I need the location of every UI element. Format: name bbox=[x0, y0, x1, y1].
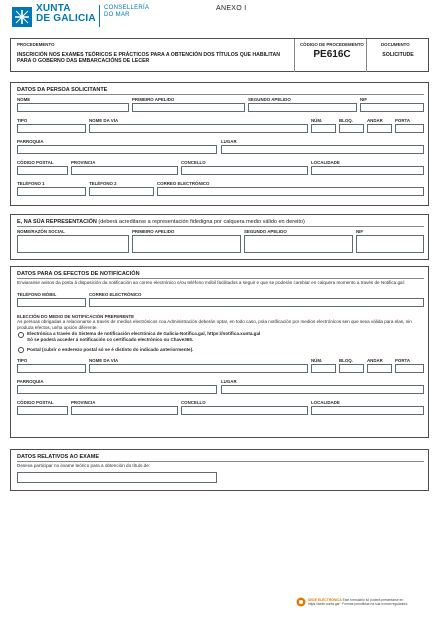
notification-postal-label: Postal (cubrir o enderezo postal só se é distinto do indicado anteriormente). bbox=[27, 347, 194, 352]
applicant-phone1-input[interactable] bbox=[17, 187, 86, 196]
notification-type-input[interactable] bbox=[17, 364, 86, 373]
notification-floor-label: ANDAR bbox=[367, 358, 383, 363]
notification-door-input[interactable] bbox=[395, 364, 424, 373]
procedure-label: PROCEDEMENTO bbox=[17, 42, 55, 47]
representative-surname1-input[interactable] bbox=[132, 235, 241, 253]
notification-parish-label: PARROQUIA bbox=[17, 379, 44, 384]
applicant-door-label: PORTA bbox=[395, 118, 411, 123]
applicant-province-label: PROVINCIA bbox=[71, 160, 96, 165]
representative-surname2-label: SEGUNDO APELIDO bbox=[244, 229, 287, 234]
notification-mobile-label: TELÉFONO MÓBIL bbox=[17, 292, 57, 297]
notification-parish-input[interactable] bbox=[17, 385, 217, 394]
applicant-type-input[interactable] bbox=[17, 124, 86, 133]
sede-electronica-icon bbox=[296, 597, 306, 607]
applicant-email-label: CORREO ELECTRÓNICO bbox=[157, 181, 210, 186]
footer-text: Este formulario só poderá presentarse en https://sede.xunta.gal · Formas permitidas na súa norma reguladora bbox=[308, 598, 408, 607]
applicant-place-input[interactable] bbox=[221, 145, 424, 154]
applicant-floor-input[interactable] bbox=[367, 124, 392, 133]
applicant-street-label: NOME DA VÍA bbox=[89, 118, 119, 123]
representative-title-rule bbox=[17, 226, 424, 227]
applicant-number-label: NÚM. bbox=[311, 118, 323, 123]
procedure-title: INSCRICIÓN NOS EXAMES TEÓRICOS E PRÁCTICOS PARA A OBTENCIÓN DOS TÍTULOS QUE HABILITAN PARA O GOBERNO DAS EMBARCACIÓNS DE LECER bbox=[17, 52, 280, 65]
applicant-number-input[interactable] bbox=[311, 124, 336, 133]
logo-divider bbox=[99, 5, 100, 27]
exam-section-title: DATOS RELATIVOS AO EXAME bbox=[17, 454, 99, 460]
notification-email-input[interactable] bbox=[89, 298, 424, 307]
notification-section bbox=[10, 266, 429, 438]
notification-electronic-radio[interactable] bbox=[18, 332, 24, 338]
procedure-box bbox=[10, 38, 429, 72]
applicant-door-input[interactable] bbox=[395, 124, 424, 133]
representative-surname2-input[interactable] bbox=[244, 235, 353, 253]
representative-name-input[interactable] bbox=[17, 235, 129, 253]
applicant-locality-input[interactable] bbox=[311, 166, 424, 175]
representative-surname1-label: PRIMEIRO APELIDO bbox=[132, 229, 175, 234]
procedure-divider-1 bbox=[294, 39, 295, 72]
exam-section bbox=[10, 449, 429, 491]
notification-number-label: NÚM. bbox=[311, 358, 323, 363]
notification-number-input[interactable] bbox=[311, 364, 336, 373]
applicant-surname2-label: SEGUNDO APELIDO bbox=[248, 97, 291, 102]
applicant-surname2-input[interactable] bbox=[248, 103, 357, 112]
applicant-province-input[interactable] bbox=[71, 166, 178, 175]
department-line-2: DO MAR bbox=[104, 12, 130, 18]
notification-block-label: BLOQ. bbox=[339, 358, 353, 363]
document-label: DOCUMENTO bbox=[381, 42, 410, 47]
representative-name-label: NOME/RAZÓN SOCIAL bbox=[17, 229, 65, 234]
representative-section bbox=[10, 214, 429, 260]
notification-place-input[interactable] bbox=[221, 385, 424, 394]
representative-title-text: E, NA SÚA REPRESENTACIÓN bbox=[17, 219, 97, 225]
department-name bbox=[104, 5, 149, 19]
applicant-phone1-label: TELÉFONO 1 bbox=[17, 181, 45, 186]
notification-locality-label: LOCALIDADE bbox=[311, 400, 340, 405]
page-header bbox=[0, 0, 439, 36]
notification-mobile-input[interactable] bbox=[17, 298, 86, 307]
notification-election-title: ELECCIÓN DO MEDIO DE NOTIFICACIÓN PREFERENTE bbox=[17, 314, 135, 319]
notification-province-label: PROVINCIA bbox=[71, 400, 96, 405]
notification-door-label: PORTA bbox=[395, 358, 411, 363]
applicant-street-input[interactable] bbox=[89, 124, 308, 133]
applicant-block-label: BLOQ. bbox=[339, 118, 353, 123]
applicant-name-label: NOME bbox=[17, 97, 31, 102]
applicant-phone2-label: TELÉFONO 2 bbox=[89, 181, 117, 186]
notification-place-label: LUGAR bbox=[221, 379, 237, 384]
applicant-postcode-label: CÓDIGO POSTAL bbox=[17, 160, 54, 165]
applicant-parish-input[interactable] bbox=[17, 145, 217, 154]
notification-email-label: CORREO ELECTRÓNICO bbox=[89, 292, 142, 297]
applicant-floor-label: ANDAR bbox=[367, 118, 383, 123]
applicant-phone2-input[interactable] bbox=[89, 187, 154, 196]
notification-type-label: TIPO bbox=[17, 358, 28, 363]
xunta-logo-icon bbox=[11, 6, 33, 28]
applicant-parish-label: PARROQUIA bbox=[17, 139, 44, 144]
representative-nif-label: NIF bbox=[356, 229, 364, 234]
notification-electronic-label: Electrónica a través do Sistema de notificación electrónica de Galicia-Notifica.gal, https://notifica.xunta.gal bbox=[27, 331, 261, 336]
applicant-council-input[interactable] bbox=[181, 166, 308, 175]
notification-title-rule bbox=[17, 278, 424, 279]
applicant-locality-label: LOCALIDADE bbox=[311, 160, 340, 165]
representative-nif-input[interactable] bbox=[356, 235, 424, 253]
footer-note bbox=[308, 598, 430, 606]
footer-brand: SEDE ELECTRÓNICA bbox=[308, 598, 342, 602]
notification-street-label: NOME DA VÍA bbox=[89, 358, 119, 363]
department-line-1: CONSELLERÍA bbox=[104, 5, 150, 11]
applicant-title-rule bbox=[17, 94, 424, 95]
representative-title-note: (deberá acreditarse a representación fidedigna por calquera medio válido en dereito) bbox=[96, 219, 305, 225]
applicant-postcode-input[interactable] bbox=[17, 166, 68, 175]
notification-block-input[interactable] bbox=[339, 364, 364, 373]
notification-intro: Enviaranse avisos da posta á disposición da notificación ao correo electrónico e/ou teléfono móbil facilitados a seguir e que se poderán cambiar en calquera momento a través de Notifica.gal: bbox=[17, 280, 405, 285]
applicant-place-label: LUGAR bbox=[221, 139, 237, 144]
applicant-nif-input[interactable] bbox=[360, 103, 424, 112]
brand-line-1: XUNTA bbox=[36, 3, 71, 14]
notification-section-title: DATOS PARA OS EFECTOS DE NOTIFICACIÓN bbox=[17, 271, 140, 277]
applicant-nif-label: NIF bbox=[360, 97, 368, 102]
applicant-section-title: DATOS DA PERSOA SOLICITANTE bbox=[17, 87, 108, 93]
exam-title-rule bbox=[17, 461, 424, 462]
notification-province-input[interactable] bbox=[71, 406, 178, 415]
applicant-type-label: TIPO bbox=[17, 118, 28, 123]
representative-section-title bbox=[17, 219, 305, 225]
notification-floor-input[interactable] bbox=[367, 364, 392, 373]
applicant-surname1-input[interactable] bbox=[132, 103, 245, 112]
procedure-divider-2 bbox=[366, 39, 367, 72]
notification-postal-radio[interactable] bbox=[18, 347, 24, 353]
procedure-code-label: CÓDIGO DE PROCEDEMENTO bbox=[300, 42, 364, 47]
brand-name bbox=[36, 4, 96, 24]
notification-locality-input[interactable] bbox=[311, 406, 424, 415]
document-value: SOLICITUDE bbox=[382, 52, 414, 58]
notification-council-label: CONCELLO bbox=[181, 400, 206, 405]
annex-label: ANEXO I bbox=[216, 5, 247, 12]
notification-council-input[interactable] bbox=[181, 406, 308, 415]
applicant-email-input[interactable] bbox=[157, 187, 424, 196]
applicant-name-input[interactable] bbox=[17, 103, 129, 112]
applicant-block-input[interactable] bbox=[339, 124, 364, 133]
notification-postcode-input[interactable] bbox=[17, 406, 68, 415]
notification-election-text: As persoas obrigadas a relacionarse a través de medios electrónicos coa Administración deberán optar, en todo caso, pola notificación por medios electrónicos sen que sexa válida para elas, nin produza efectos, unha opción diferente. bbox=[17, 319, 412, 330]
notification-street-input[interactable] bbox=[89, 364, 308, 373]
procedure-code: PE616C bbox=[313, 49, 351, 60]
notification-postcode-label: CÓDIGO POSTAL bbox=[17, 400, 54, 405]
applicant-section bbox=[10, 82, 429, 206]
applicant-council-label: CONCELLO bbox=[181, 160, 206, 165]
notification-electronic-note: Só se poderá acceder á notificación co certificado electrónico ou Chave365. bbox=[27, 337, 194, 342]
brand-line-2: DE GALICIA bbox=[36, 13, 96, 24]
applicant-surname1-label: PRIMEIRO APELIDO bbox=[132, 97, 175, 102]
exam-title-select[interactable] bbox=[17, 472, 217, 483]
exam-question: Desexa participar no exame teórico para a obtención do título de: bbox=[17, 463, 151, 468]
